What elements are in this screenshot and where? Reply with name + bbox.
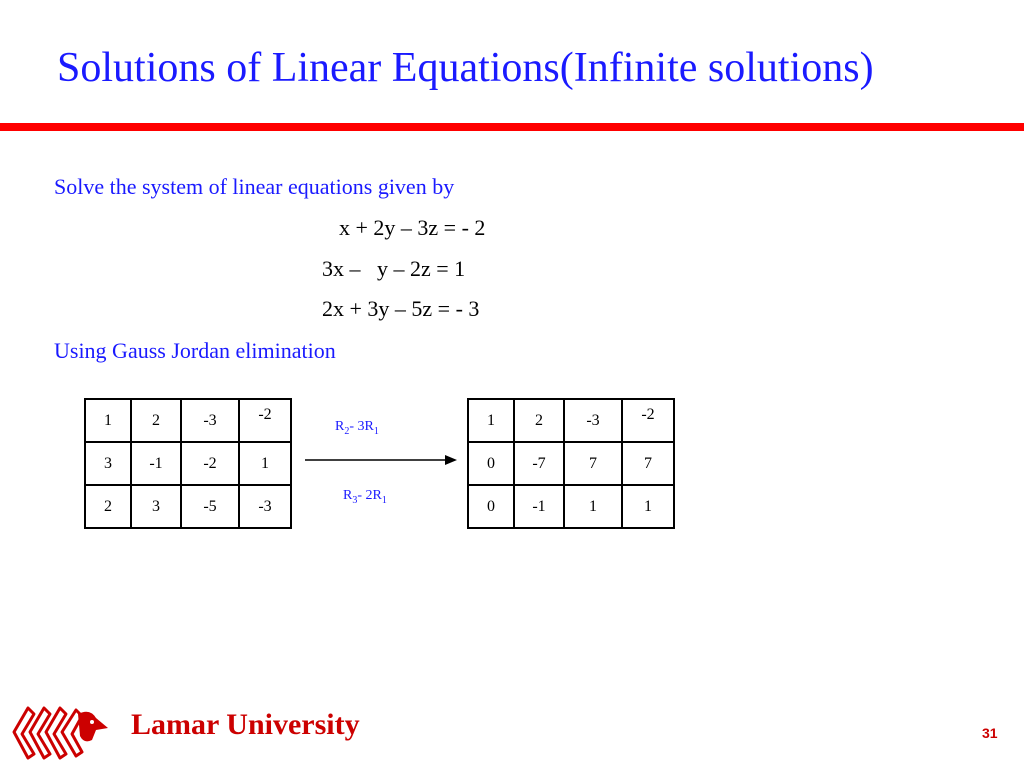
matrix-cell: 0 bbox=[468, 485, 514, 528]
matrix-row bbox=[85, 485, 291, 528]
matrix-cell: 7 bbox=[564, 442, 622, 485]
row-operation-1 bbox=[335, 419, 379, 437]
op1-row-sub-b: 1 bbox=[373, 425, 379, 437]
op1-row-sub: 2 bbox=[344, 425, 350, 437]
equation-3: 2x + 3y – 5z = - 3 bbox=[322, 296, 480, 321]
matrix-cell: -3 bbox=[564, 399, 622, 442]
op2-row-sub-b: 1 bbox=[381, 494, 387, 506]
matrix-cell: 2 bbox=[131, 399, 181, 442]
matrix-cell: 1 bbox=[564, 485, 622, 528]
matrix-cell: -2 bbox=[239, 399, 291, 442]
matrix-cell: 2 bbox=[85, 485, 131, 528]
matrix-cell: 3 bbox=[85, 442, 131, 485]
matrix-cell: 1 bbox=[85, 399, 131, 442]
matrix-cell: -1 bbox=[514, 485, 564, 528]
equation-1: x + 2y – 3z = - 2 bbox=[339, 215, 486, 240]
matrix-row bbox=[85, 399, 291, 442]
matrix-cell: -3 bbox=[239, 485, 291, 528]
university-name: Lamar University bbox=[131, 708, 360, 741]
op2-row-sub: 3 bbox=[352, 494, 358, 506]
row-operation-2 bbox=[343, 488, 387, 506]
matrix-cell: 1 bbox=[468, 399, 514, 442]
matrix-cell: -2 bbox=[181, 442, 239, 485]
method-text: Using Gauss Jordan elimination bbox=[54, 338, 336, 363]
augmented-matrix-after bbox=[467, 398, 675, 529]
matrix-cell: 1 bbox=[622, 485, 674, 528]
matrix-cell: -5 bbox=[181, 485, 239, 528]
matrix-cell: 7 bbox=[622, 442, 674, 485]
matrix-row bbox=[468, 399, 674, 442]
op2-row: R bbox=[343, 488, 353, 503]
cardinal-logo-icon bbox=[8, 700, 112, 762]
matrix-cell: 0 bbox=[468, 442, 514, 485]
title-divider bbox=[0, 123, 1024, 131]
matrix-row bbox=[468, 442, 674, 485]
matrix-cell: -2 bbox=[622, 399, 674, 442]
matrix-row bbox=[85, 442, 291, 485]
equation-2: 3x – y – 2z = 1 bbox=[322, 256, 466, 281]
right-arrow-icon bbox=[305, 452, 457, 468]
op2-mid: - 2R bbox=[357, 488, 382, 503]
intro-text: Solve the system of linear equations given by bbox=[54, 174, 455, 199]
matrix-cell: 3 bbox=[131, 485, 181, 528]
matrix-cell: -3 bbox=[181, 399, 239, 442]
matrix-cell: -7 bbox=[514, 442, 564, 485]
matrix-cell: 1 bbox=[239, 442, 291, 485]
slide-title: Solutions of Linear Equations(Infinite solutions) bbox=[57, 45, 874, 91]
augmented-matrix-before bbox=[84, 398, 292, 529]
op1-row: R bbox=[335, 419, 345, 434]
matrix-cell: -1 bbox=[131, 442, 181, 485]
op1-mid: - 3R bbox=[349, 419, 374, 434]
page-number: 31 bbox=[982, 725, 998, 741]
matrix-row bbox=[468, 485, 674, 528]
matrix-cell: 2 bbox=[514, 399, 564, 442]
